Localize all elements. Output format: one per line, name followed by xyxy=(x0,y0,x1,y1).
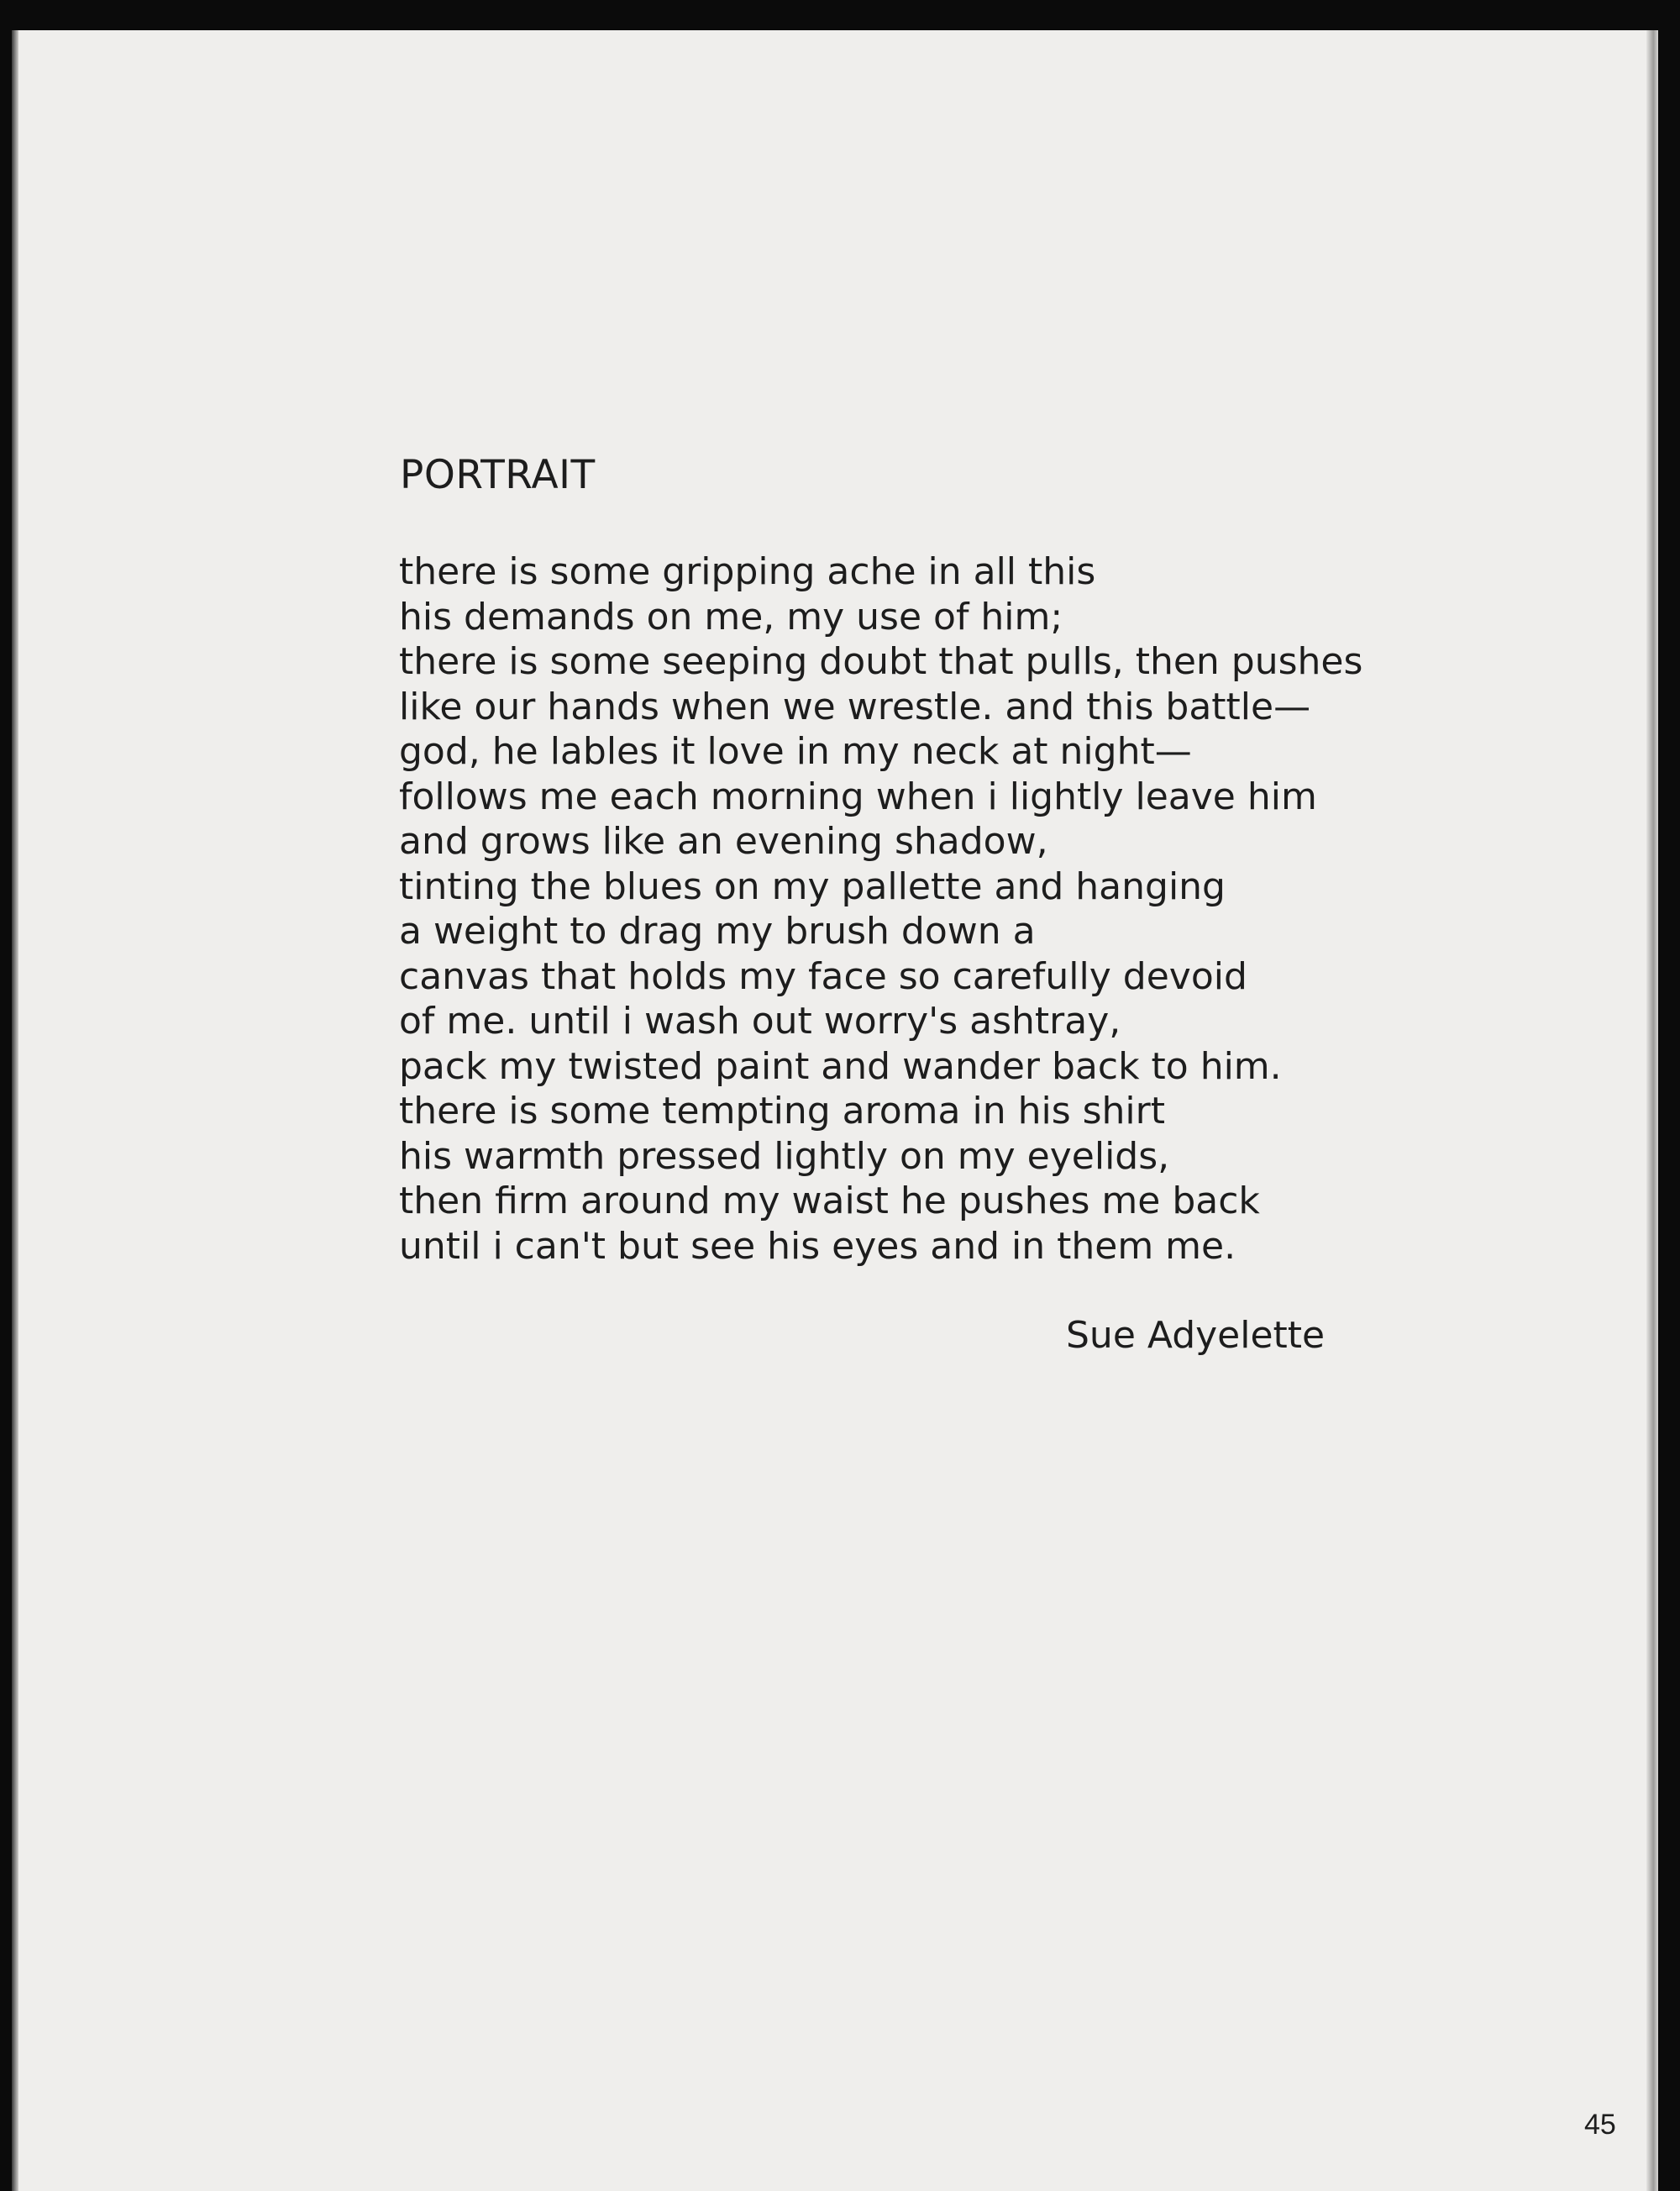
poem-line: like our hands when we wrestle. and this battle— xyxy=(399,685,1311,728)
poem-line: until i can't but see his eyes and in them me. xyxy=(399,1224,1236,1268)
poem-body xyxy=(399,549,1362,1269)
poem-line: follows me each morning when i lightly leave him xyxy=(399,775,1317,818)
poem-line: of me. until i wash out worry's ashtray, xyxy=(399,1000,1121,1043)
poem-line: a weight to drag my brush down a xyxy=(399,910,1036,953)
poem-line: there is some tempting aroma in his shirt xyxy=(399,1090,1165,1132)
poem-line: there is some gripping ache in all this xyxy=(399,550,1096,593)
poem-line: his warmth pressed lightly on my eyelids, xyxy=(399,1134,1170,1178)
poem-line: pack my twisted paint and wander back to him. xyxy=(399,1044,1282,1088)
book-page xyxy=(12,30,1658,2191)
page-right-edge xyxy=(1646,30,1658,2191)
poem-line: his demands on me, my use of him; xyxy=(399,595,1063,638)
page-spine-edge xyxy=(12,30,18,2191)
poem-line: god, he lables it love in my neck at night— xyxy=(399,730,1192,773)
page-number: 45 xyxy=(1584,2109,1616,2141)
poem-line: then firm around my waist he pushes me back xyxy=(399,1180,1260,1222)
poem-line: and grows like an evening shadow, xyxy=(399,820,1048,863)
poem-line: canvas that holds my face so carefully devoid xyxy=(399,954,1247,998)
poem-title: PORTRAIT xyxy=(400,452,596,498)
poem-author: Sue Adyelette xyxy=(1066,1314,1326,1357)
poem-line: there is some seeping doubt that pulls, then pushes xyxy=(399,640,1363,683)
poem-line: tinting the blues on my pallette and hanging xyxy=(399,864,1226,908)
